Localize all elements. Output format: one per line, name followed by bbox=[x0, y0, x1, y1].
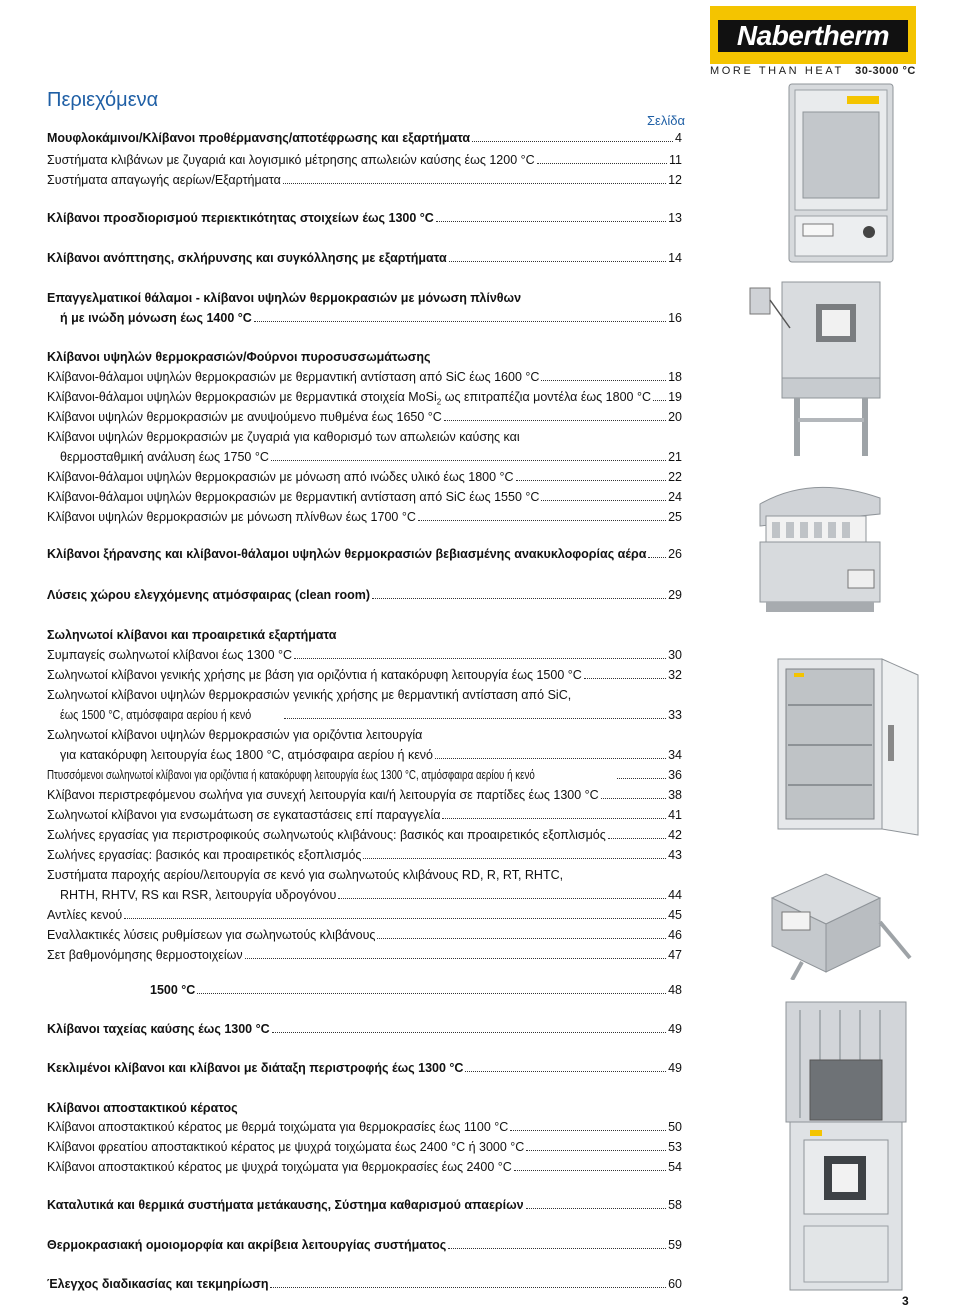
toc-entry[interactable]: Κλίβανοι-θάλαμοι υψηλών θερμοκρασιών με θερμαντική αντίσταση από SiC έως 1550 °C 24 bbox=[47, 490, 682, 504]
toc-section-heading: Σωληνωτοί κλίβανοι και προαιρετικά εξαρτήματα bbox=[47, 628, 337, 642]
toc-entry-continuation[interactable]: RHTH, RHTV, RS και RSR, λειτουργία υδρογόνου 44 bbox=[60, 888, 682, 902]
toc-entry[interactable]: Κλίβανοι ξήρανσης και κλίβανοι-θάλαμοι υψηλών θερμοκρασιών βεβιασμένης ανακυκλοφορίας αέρα 26 bbox=[47, 547, 682, 561]
toc-entry[interactable]: Κλίβανοι υψηλών θερμοκρασιών με ανυψούμενο πυθμένα έως 1650 °C 20 bbox=[47, 410, 682, 424]
toc-entry[interactable]: 1500 °C 48 bbox=[150, 983, 682, 997]
toc-entry-continuation[interactable]: θερμοσταθμική ανάλυση έως 1750 °C 21 bbox=[60, 450, 682, 464]
toc-entry[interactable]: Κλίβανοι-θάλαμοι υψηλών θερμοκρασιών με θερμαντική αντίσταση από SiC έως 1600 °C 18 bbox=[47, 370, 682, 384]
toc-entry[interactable]: Σετ βαθμονόμησης θερμοστοιχείων 47 bbox=[47, 948, 682, 962]
muffle-furnace-image bbox=[785, 82, 900, 264]
toc-entry[interactable]: Συστήματα κλιβάνων με ζυγαριά και λογισμικό μέτρησης απωλειών καύσης έως 1200 °C 11 bbox=[47, 153, 682, 167]
toc-section-heading: Κλίβανοι υψηλών θερμοκρασιών/Φούρνοι πυροσυσσωμάτωσης bbox=[47, 350, 431, 364]
toc-entry[interactable]: Πτυσσόμενοι σωληνωτοί κλίβανοι για οριζόντια ή κατακόρυφη λειτουργία έως 1300 °C, ατμόσφαιρα αερίου ή κενό 36 bbox=[47, 768, 682, 782]
toc-entry[interactable]: Κλίβανοι περιστρεφόμενου σωλήνα για συνεχή λειτουργία και/ή λειτουργία σε παρτίδες έως 1300 °C 38 bbox=[47, 788, 682, 802]
toc-entry[interactable]: Λύσεις χώρου ελεγχόμενης ατμόσφαιρας (clean room) 29 bbox=[47, 588, 682, 602]
toc-entry[interactable]: Καταλυτικά και θερμικά συστήματα μετάκαυσης, Σύστημα καθαρισμού απαερίων 58 bbox=[47, 1198, 682, 1212]
toc-entry[interactable]: Συστήματα παροχής αερίου/λειτουργία σε κενό για σωληνωτούς κλιβάνους RD, R, RT, RHTC, bbox=[47, 868, 564, 882]
toc-entry[interactable]: Κλίβανοι προσδιορισμού περιεκτικότητας στοιχείων έως 1300 °C 13 bbox=[47, 211, 682, 225]
brand-tagline bbox=[710, 65, 924, 77]
page-title: Περιεχόμενα bbox=[47, 89, 159, 111]
fast-firing-furnace-image bbox=[762, 862, 912, 980]
toc-entry[interactable]: Κλίβανοι υψηλών θερμοκρασιών με ζυγαριά για καθορισμό των απωλειών καύσης και bbox=[47, 430, 520, 444]
toc-entry-continuation[interactable]: για κατακόρυφη λειτουργία έως 1800 °C, ατμόσφαιρα αερίου ή κενό 34 bbox=[60, 748, 682, 762]
toc-entry[interactable]: Θερμοκρασιακή ομοιομορφία και ακρίβεια λειτουργίας συστήματος 59 bbox=[47, 1238, 682, 1252]
toc-entry[interactable]: Έλεγχος διαδικασίας και τεκμηρίωση 60 bbox=[47, 1277, 682, 1291]
toc-entry[interactable]: Κλίβανοι ανόπτησης, σκλήρυνσης και συγκόλλησης με εξαρτήματα 14 bbox=[47, 251, 682, 265]
tagline-text: MORE THAN HEAT bbox=[710, 65, 844, 77]
toc-entry[interactable]: Σωλήνες εργασίας: βασικός και προαιρετικός εξοπλισμός 43 bbox=[47, 848, 682, 862]
toc-entry[interactable]: Σωλήνες εργασίας για περιστροφικούς σωληνωτούς κλιβάνους: βασικός και προαιρετικός εξοπλισμός 42 bbox=[47, 828, 682, 842]
toc-entry[interactable]: Κλίβανοι-θάλαμοι υψηλών θερμοκρασιών με μόνωση από ινώδες υλικό έως 1800 °C 22 bbox=[47, 470, 682, 484]
toc-entry[interactable]: Επαγγελματικοί θάλαμοι - κλίβανοι υψηλών θερμοκρασιών με μόνωση πλίνθων bbox=[47, 291, 522, 305]
toc-entry[interactable]: Κλίβανοι φρεατίου αποστακτικού κέρατος με ψυχρά τοιχώματα έως 2400 °C ή 3000 °C 53 bbox=[47, 1140, 682, 1154]
brand-logo-text: Nabertherm bbox=[736, 20, 890, 51]
toc-entry[interactable]: Κλίβανοι-θάλαμοι υψηλών θερμοκρασιών με θερμαντικά στοιχεία MoSi$_2$ ως επιτραπέζια μοντέλα έως 1800 °C 19 bbox=[47, 390, 682, 407]
toc-section-heading: Κλίβανοι αποστακτικού κέρατος bbox=[47, 1101, 238, 1115]
toc-entry[interactable]: Σωληνωτοί κλίβανοι για ενσωμάτωση σε εγκαταστάσεις επί παραγγελία 41 bbox=[47, 808, 682, 822]
high-temperature-furnace-image bbox=[742, 278, 884, 458]
toc-entry-continuation[interactable]: ή με ινώδη μόνωση έως 1400 °C 16 bbox=[60, 311, 682, 325]
toc-entry[interactable]: Κεκλιμένοι κλίβανοι και κλίβανοι με διάταξη περιστροφής έως 1300 °C 49 bbox=[47, 1061, 682, 1075]
page-column-heading: Σελίδα bbox=[647, 113, 685, 128]
toc-entry-continuation[interactable]: έως 1500 °C, ατμόσφαιρα αερίου ή κενό 33 bbox=[60, 708, 682, 722]
retort-furnace-image bbox=[780, 1000, 912, 1295]
tagline-temperature: 30-3000 °C bbox=[855, 65, 916, 77]
toc-entry[interactable]: Αντλίες κενού 45 bbox=[47, 908, 682, 922]
toc-entry[interactable]: Εναλλακτικές λύσεις ρυθμίσεων για σωληνωτούς κλιβάνους 46 bbox=[47, 928, 682, 942]
toc-entry[interactable]: Συστήματα απαγωγής αερίων/Εξαρτήματα 12 bbox=[47, 173, 682, 187]
brand-logo bbox=[710, 6, 916, 64]
toc-entry[interactable]: Κλίβανοι ταχείας καύσης έως 1300 °C 49 bbox=[47, 1022, 682, 1036]
page-number: 3 bbox=[902, 1294, 909, 1308]
toc-entry[interactable]: Κλίβανοι αποστακτικού κέρατος με ψυχρά τοιχώματα για θερμοκρασίες έως 2400 °C 54 bbox=[47, 1160, 682, 1174]
toc-entry[interactable]: Σωληνωτοί κλίβανοι υψηλών θερμοκρασιών γενικής χρήσης με θερμαντική αντίσταση από SiC, bbox=[47, 688, 572, 702]
toc-entry[interactable]: Κλίβανοι αποστακτικού κέρατος με θερμά τοιχώματα για θερμοκρασίες έως 1100 °C 50 bbox=[47, 1120, 682, 1134]
tube-furnace-image bbox=[752, 474, 887, 629]
toc-entry[interactable]: Σωληνωτοί κλίβανοι γενικής χρήσης με βάση για οριζόντια ή κατακόρυφη λειτουργία έως 1500 °C 32 bbox=[47, 668, 682, 682]
toc-entry[interactable]: Συμπαγείς σωληνωτοί κλίβανοι έως 1300 °C 30 bbox=[47, 648, 682, 662]
toc-entry[interactable]: Κλίβανοι υψηλών θερμοκρασιών με μόνωση πλίνθων έως 1700 °C 25 bbox=[47, 510, 682, 524]
toc-entry[interactable]: Μουφλοκάμινοι/Κλίβανοι προθέρμανσης/αποτέφρωσης και εξαρτήματα 4 bbox=[47, 131, 682, 145]
drying-oven-image bbox=[772, 655, 920, 840]
toc-entry[interactable]: Σωληνωτοί κλίβανοι υψηλών θερμοκρασιών για οριζόντια λειτουργία bbox=[47, 728, 423, 742]
